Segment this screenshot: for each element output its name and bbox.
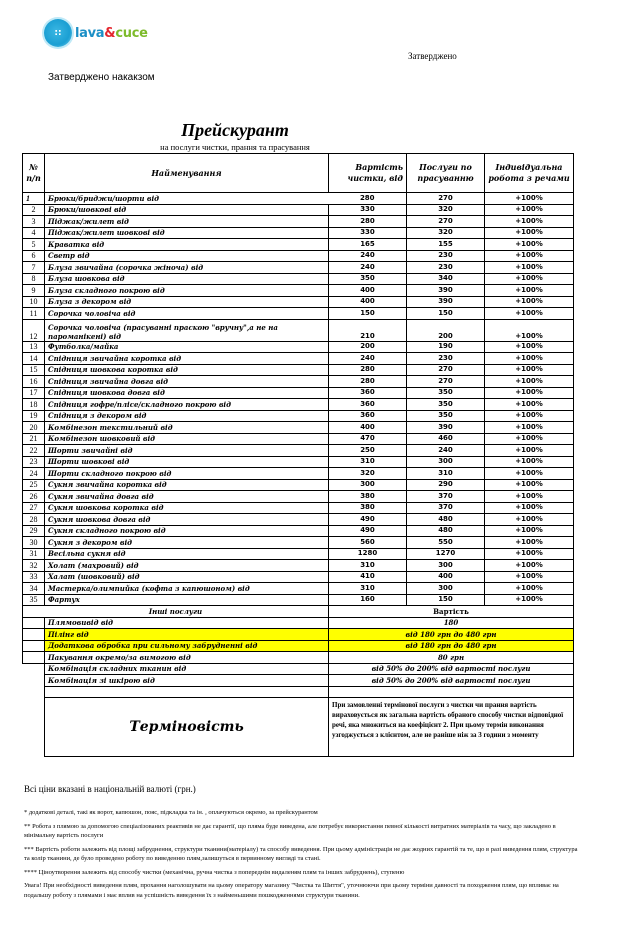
table-row xyxy=(23,216,574,228)
other-service-name: Комбінація зі шкірою від xyxy=(45,675,329,687)
logo-text xyxy=(75,26,148,41)
table-row xyxy=(23,560,574,572)
row-number: 20 xyxy=(23,422,45,434)
row-ironing-price: 350 xyxy=(407,387,485,399)
row-number: 18 xyxy=(23,399,45,411)
table-row xyxy=(23,548,574,560)
other-service-cost: від 50% до 200% від вартості послуги xyxy=(329,675,574,687)
table-row xyxy=(23,514,574,526)
row-individual-surcharge: +100% xyxy=(485,353,574,365)
row-cleaning-price: 280 xyxy=(329,364,407,376)
row-name: Сукня звичайна коротка від xyxy=(45,479,329,491)
row-individual-surcharge: +100% xyxy=(485,273,574,285)
table-row xyxy=(23,537,574,549)
other-services xyxy=(23,606,574,757)
row-ironing-price: 230 xyxy=(407,250,485,262)
other-service-row xyxy=(23,640,574,652)
table-row xyxy=(23,468,574,480)
table-row xyxy=(23,285,574,297)
approved-order-label: Затверджено накакзом xyxy=(48,72,155,83)
row-cleaning-price: 250 xyxy=(329,445,407,457)
table-row xyxy=(23,571,574,583)
row-ironing-price: 320 xyxy=(407,227,485,239)
row-cleaning-price: 330 xyxy=(329,204,407,216)
row-number: 7 xyxy=(23,262,45,274)
row-name: Блуза шовкова від xyxy=(45,273,329,285)
row-ironing-price: 240 xyxy=(407,445,485,457)
table-row xyxy=(23,227,574,239)
row-ironing-price: 270 xyxy=(407,193,485,205)
row-name: Спідниця шовкова коротка від xyxy=(45,364,329,376)
row-individual-surcharge: +100% xyxy=(485,204,574,216)
notes-section xyxy=(24,784,584,904)
row-ironing-price: 350 xyxy=(407,410,485,422)
row-cleaning-price: 310 xyxy=(329,560,407,572)
row-ironing-price: 155 xyxy=(407,239,485,251)
row-name: Халат (шовковий) від xyxy=(45,571,329,583)
row-cleaning-price: 470 xyxy=(329,433,407,445)
price-rows xyxy=(23,193,574,606)
table-row xyxy=(23,353,574,365)
row-name: Мастерка/олимпийка (кофта з капюшоном) від xyxy=(45,583,329,595)
other-service-cost: від 180 грн до 480 грн xyxy=(329,629,574,641)
row-cleaning-price: 1280 xyxy=(329,548,407,560)
row-name: Краватка від xyxy=(45,239,329,251)
row-individual-surcharge: +100% xyxy=(485,193,574,205)
row-cleaning-price: 360 xyxy=(329,410,407,422)
other-service-row xyxy=(23,675,574,687)
other-service-name: Додаткова обробка при сильному забрудненні від xyxy=(45,640,329,652)
row-individual-surcharge: +100% xyxy=(485,387,574,399)
row-individual-surcharge: +100% xyxy=(485,422,574,434)
row-cleaning-price: 280 xyxy=(329,193,407,205)
other-service-row xyxy=(23,617,574,629)
row-ironing-price: 300 xyxy=(407,560,485,572)
row-name: Шорти шовкові від xyxy=(45,456,329,468)
row-individual-surcharge: +100% xyxy=(485,216,574,228)
row-cleaning-price: 310 xyxy=(329,456,407,468)
other-service-cost: від 50% до 200% від вартості послуги xyxy=(329,663,574,675)
row-cleaning-price: 360 xyxy=(329,387,407,399)
row-ironing-price: 270 xyxy=(407,364,485,376)
row-cleaning-price: 280 xyxy=(329,376,407,388)
empty-cell xyxy=(23,686,45,698)
row-number: 24 xyxy=(23,468,45,480)
row-name: Спідниця звичайна коротка від xyxy=(45,353,329,365)
other-service-name: Пілінг від xyxy=(45,629,329,641)
row-number: 33 xyxy=(23,571,45,583)
other-service-blank xyxy=(23,663,45,675)
row-cleaning-price: 200 xyxy=(329,341,407,353)
row-cleaning-price: 490 xyxy=(329,525,407,537)
row-individual-surcharge: +100% xyxy=(485,239,574,251)
row-number: 2 xyxy=(23,204,45,216)
row-number: 27 xyxy=(23,502,45,514)
row-number: 32 xyxy=(23,560,45,572)
row-number: 17 xyxy=(23,387,45,399)
row-individual-surcharge: +100% xyxy=(485,262,574,274)
empty-row xyxy=(23,686,574,698)
row-number: 14 xyxy=(23,353,45,365)
row-name: Сукня звичайна довга від xyxy=(45,491,329,503)
row-cleaning-price: 165 xyxy=(329,239,407,251)
header-cleaning: Вартість чистки, від xyxy=(329,154,407,193)
row-number: 34 xyxy=(23,583,45,595)
urgency-blank xyxy=(23,698,45,757)
row-name: Спідниця гофре/плісе/складного покрою від xyxy=(45,399,329,411)
other-service-cost: від 180 грн до 480 грн xyxy=(329,640,574,652)
row-name: Сукня шовкова довга від xyxy=(45,514,329,526)
row-individual-surcharge: +100% xyxy=(485,364,574,376)
row-individual-surcharge: +100% xyxy=(485,583,574,595)
row-individual-surcharge: +100% xyxy=(485,341,574,353)
table-row xyxy=(23,273,574,285)
table-row xyxy=(23,204,574,216)
row-name: Піджак/жилет від xyxy=(45,216,329,228)
table-row xyxy=(23,583,574,595)
row-cleaning-price: 410 xyxy=(329,571,407,583)
row-ironing-price: 460 xyxy=(407,433,485,445)
table-row xyxy=(23,491,574,503)
header-num: № п/п xyxy=(23,154,45,193)
row-cleaning-price: 240 xyxy=(329,262,407,274)
header-ironing: Послуги по прасуванню xyxy=(407,154,485,193)
row-number: 9 xyxy=(23,285,45,297)
table-row xyxy=(23,502,574,514)
row-individual-surcharge: +100% xyxy=(485,227,574,239)
row-name: Брюки/шовкові від xyxy=(45,204,329,216)
company-logo xyxy=(44,17,164,49)
row-ironing-price: 390 xyxy=(407,296,485,308)
row-individual-surcharge: +100% xyxy=(485,468,574,480)
row-ironing-price: 550 xyxy=(407,537,485,549)
logo-text-amp: & xyxy=(104,25,116,41)
row-ironing-price: 340 xyxy=(407,273,485,285)
row-name: Шорти складного покрою від xyxy=(45,468,329,480)
table-row xyxy=(23,525,574,537)
row-individual-surcharge: +100% xyxy=(485,594,574,606)
row-individual-surcharge: +100% xyxy=(485,525,574,537)
footnote-4: **** Ціноутворення залежить від способу чистки (механічна, ручна чистка з попереднім видаленям плям та інших забруднень), ступеню xyxy=(24,868,405,876)
logo-circle-icon xyxy=(44,19,72,47)
other-service-row xyxy=(23,652,574,664)
row-name: Футболка/майка xyxy=(45,341,329,353)
row-name: Сукня складного покрою від xyxy=(45,525,329,537)
row-cleaning-price: 310 xyxy=(329,583,407,595)
row-number: 29 xyxy=(23,525,45,537)
row-name: Піджак/жилет шовкові від xyxy=(45,227,329,239)
row-ironing-price: 320 xyxy=(407,204,485,216)
row-cleaning-price: 400 xyxy=(329,285,407,297)
row-individual-surcharge: +100% xyxy=(485,548,574,560)
row-individual-surcharge: +100% xyxy=(485,433,574,445)
row-ironing-price: 270 xyxy=(407,216,485,228)
table-row xyxy=(23,387,574,399)
row-number: 16 xyxy=(23,376,45,388)
row-ironing-price: 390 xyxy=(407,285,485,297)
row-individual-surcharge: +100% xyxy=(485,537,574,549)
other-service-blank xyxy=(23,640,45,652)
logo-mark: :: xyxy=(54,28,62,38)
row-ironing-price: 370 xyxy=(407,502,485,514)
row-cleaning-price: 160 xyxy=(329,594,407,606)
table-row xyxy=(23,193,574,205)
table-row xyxy=(23,479,574,491)
other-service-blank xyxy=(23,652,45,664)
row-ironing-price: 230 xyxy=(407,353,485,365)
approved-label: Затверджено xyxy=(408,51,457,61)
row-individual-surcharge: +100% xyxy=(485,399,574,411)
row-ironing-price: 400 xyxy=(407,571,485,583)
row-cleaning-price: 490 xyxy=(329,514,407,526)
row-number: 23 xyxy=(23,456,45,468)
row-ironing-price: 290 xyxy=(407,479,485,491)
footnote-3: *** Вартість роботи залежить від площі забруднення, структури тканини(матеріалу) та способу виведення. При цьому адміністрація не дає жодних гарантій та те, що в разі виведення плям, структура та колір тканини, де було проведено роботу по виведенню плям,залишуться в первинному вигляді та стані. xyxy=(24,845,578,862)
currency-note: Всі ціни вказані в національній валюті (грн.) xyxy=(24,784,196,794)
table-row xyxy=(23,376,574,388)
row-name: Спідниця шовкова довга від xyxy=(45,387,329,399)
row-cleaning-price: 320 xyxy=(329,468,407,480)
other-service-cost: 80 грн xyxy=(329,652,574,664)
row-cleaning-price: 400 xyxy=(329,422,407,434)
row-ironing-price: 230 xyxy=(407,262,485,274)
row-number: 22 xyxy=(23,445,45,457)
row-cleaning-price: 360 xyxy=(329,399,407,411)
row-cleaning-price: 560 xyxy=(329,537,407,549)
row-name: Весільна сукня від xyxy=(45,548,329,560)
row-name: Сукня з декором від xyxy=(45,537,329,549)
other-services-cost-title: Вартість xyxy=(329,606,574,618)
footnote-1: * додаткові деталі, такі як ворот, капюшон, пояс, підкладка та ін. , оплачуються окремо, за прейскурантом xyxy=(24,809,318,816)
row-individual-surcharge: +100% xyxy=(485,560,574,572)
other-services-title: Інші послуги xyxy=(23,606,329,618)
table-row xyxy=(23,262,574,274)
row-name: Блуза звичайна (сорочка жіноча) від xyxy=(45,262,329,274)
row-individual-surcharge: +100% xyxy=(485,502,574,514)
table-row xyxy=(23,422,574,434)
row-name: Сорочка чоловіча від xyxy=(45,308,329,320)
row-ironing-price: 370 xyxy=(407,491,485,503)
table-row xyxy=(23,364,574,376)
row-individual-surcharge: +100% xyxy=(485,456,574,468)
row-name: Спідниця з декором від xyxy=(45,410,329,422)
footnote-2: ** Робота з плямою за допомогою спеціалізованих реактивів не дає гарантії, що пляма буде виведена, але потребує використання певної кількості витратних матеріалів та часу, що закладено в мінімальну вартість послуги xyxy=(24,822,556,839)
row-cleaning-price: 380 xyxy=(329,491,407,503)
table-row xyxy=(23,341,574,353)
row-name: Холат (махровий) від xyxy=(45,560,329,572)
row-individual-surcharge: +100% xyxy=(485,376,574,388)
header-individual: Індивідуальна робота з речами xyxy=(485,154,574,193)
other-service-cost: 180 xyxy=(329,617,574,629)
row-number: 13 xyxy=(23,341,45,353)
footnote-warning: Увага! При необхідності виведення плям, прохання наголошувати на цьому оператору магазину "Чистка та Шиття", уточнюючи при цьому терміни давності та походження плям, що впливає на подальшу роботу з плямами і має вплив на успішність виведення їх з найменьшими пошкодженнями структури тканини. xyxy=(24,882,559,899)
row-individual-surcharge: +100% xyxy=(485,250,574,262)
row-name: Комбінезон шовковий від xyxy=(45,433,329,445)
row-ironing-price: 310 xyxy=(407,468,485,480)
row-cleaning-price: 330 xyxy=(329,227,407,239)
row-cleaning-price: 380 xyxy=(329,502,407,514)
row-ironing-price: 150 xyxy=(407,308,485,320)
row-ironing-price: 1270 xyxy=(407,548,485,560)
row-number: 3 xyxy=(23,216,45,228)
urgency-title: Терміновість xyxy=(45,698,329,757)
row-cleaning-price: 300 xyxy=(329,479,407,491)
row-ironing-price: 270 xyxy=(407,376,485,388)
other-service-row xyxy=(23,663,574,675)
row-name: Блуза складного покрою від xyxy=(45,285,329,297)
row-ironing-price: 190 xyxy=(407,341,485,353)
empty-cell xyxy=(45,686,329,698)
table-row xyxy=(23,433,574,445)
row-number: 10 xyxy=(23,296,45,308)
table-row xyxy=(23,410,574,422)
row-name: Шорти звичайні від xyxy=(45,445,329,457)
other-service-blank xyxy=(23,629,45,641)
row-ironing-price: 350 xyxy=(407,399,485,411)
row-ironing-price: 480 xyxy=(407,525,485,537)
empty-cell xyxy=(329,686,574,698)
table-row xyxy=(23,296,574,308)
row-cleaning-price: 350 xyxy=(329,273,407,285)
row-number: 21 xyxy=(23,433,45,445)
page-title: Прейскурант xyxy=(181,120,289,140)
row-cleaning-price: 240 xyxy=(329,353,407,365)
row-number: 35 xyxy=(23,594,45,606)
row-ironing-price: 200 xyxy=(407,319,485,341)
row-number: 30 xyxy=(23,537,45,549)
row-number: 25 xyxy=(23,479,45,491)
other-service-row xyxy=(23,629,574,641)
urgency-row xyxy=(23,698,574,757)
other-service-name: Пакування окремо/за вимогою від xyxy=(45,652,329,664)
row-number: 15 xyxy=(23,364,45,376)
row-cleaning-price: 150 xyxy=(329,308,407,320)
row-individual-surcharge: +100% xyxy=(485,571,574,583)
row-individual-surcharge: +100% xyxy=(485,285,574,297)
other-service-name: Комбінація складних тканин від xyxy=(45,663,329,675)
row-cleaning-price: 240 xyxy=(329,250,407,262)
row-individual-surcharge: +100% xyxy=(485,514,574,526)
header-name: Найменування xyxy=(45,154,329,193)
urgency-description: При замовленні термінової послуги з чистки чи прання вартість вираховується як загальна вартість обраного способу чистки відповідної речі, яка множиться на коефіцієнт 2. При цьому термін виконання узгоджується з клієнтом, але не раніше ніж за 3 години з моменту xyxy=(329,698,574,757)
row-number: 31 xyxy=(23,548,45,560)
row-ironing-price: 300 xyxy=(407,583,485,595)
row-cleaning-price: 400 xyxy=(329,296,407,308)
row-number: 8 xyxy=(23,273,45,285)
row-name: Сукня шовкова коротка від xyxy=(45,502,329,514)
row-cleaning-price: 280 xyxy=(329,216,407,228)
row-individual-surcharge: +100% xyxy=(485,319,574,341)
row-ironing-price: 480 xyxy=(407,514,485,526)
other-services-header xyxy=(23,606,574,618)
row-individual-surcharge: +100% xyxy=(485,491,574,503)
table-row xyxy=(23,250,574,262)
row-number: 12 xyxy=(23,319,45,341)
other-service-name: Плямовивід від xyxy=(45,617,329,629)
row-name: Светр від xyxy=(45,250,329,262)
row-number: 4 xyxy=(23,227,45,239)
table-row xyxy=(23,456,574,468)
row-name: Спідниця звичайна довга від xyxy=(45,376,329,388)
row-number: 5 xyxy=(23,239,45,251)
table-row xyxy=(23,445,574,457)
table-row xyxy=(23,594,574,606)
row-individual-surcharge: +100% xyxy=(485,479,574,491)
row-ironing-price: 390 xyxy=(407,422,485,434)
table-row xyxy=(23,399,574,411)
row-name: Сорочка чоловіча (прасуванні праскою "вручну",а не на пароманікені) від xyxy=(45,319,329,341)
row-individual-surcharge: +100% xyxy=(485,296,574,308)
row-cleaning-price: 210 xyxy=(329,319,407,341)
row-name: Комбінезон текстильний від xyxy=(45,422,329,434)
row-number: 28 xyxy=(23,514,45,526)
table-row xyxy=(23,308,574,320)
row-name: Фартух xyxy=(45,594,329,606)
row-number: 26 xyxy=(23,491,45,503)
row-individual-surcharge: +100% xyxy=(485,308,574,320)
table-row xyxy=(23,319,574,341)
logo-text-cuce: cuce xyxy=(115,25,148,41)
row-individual-surcharge: +100% xyxy=(485,410,574,422)
row-name: Блуза з декором від xyxy=(45,296,329,308)
row-ironing-price: 150 xyxy=(407,594,485,606)
logo-text-lava: lava xyxy=(75,25,105,41)
row-number: 6 xyxy=(23,250,45,262)
table-header-row xyxy=(23,154,574,193)
table-row xyxy=(23,239,574,251)
other-service-blank xyxy=(23,675,45,687)
row-ironing-price: 300 xyxy=(407,456,485,468)
other-service-blank xyxy=(23,617,45,629)
row-name: Брюки/бриджи/шорти від xyxy=(45,193,329,205)
row-number: 11 xyxy=(23,308,45,320)
row-number: 19 xyxy=(23,410,45,422)
row-number: 1 xyxy=(23,193,45,205)
price-table xyxy=(22,153,574,757)
row-individual-surcharge: +100% xyxy=(485,445,574,457)
page-subtitle: на послуги чистки, прання та прасування xyxy=(160,142,310,152)
